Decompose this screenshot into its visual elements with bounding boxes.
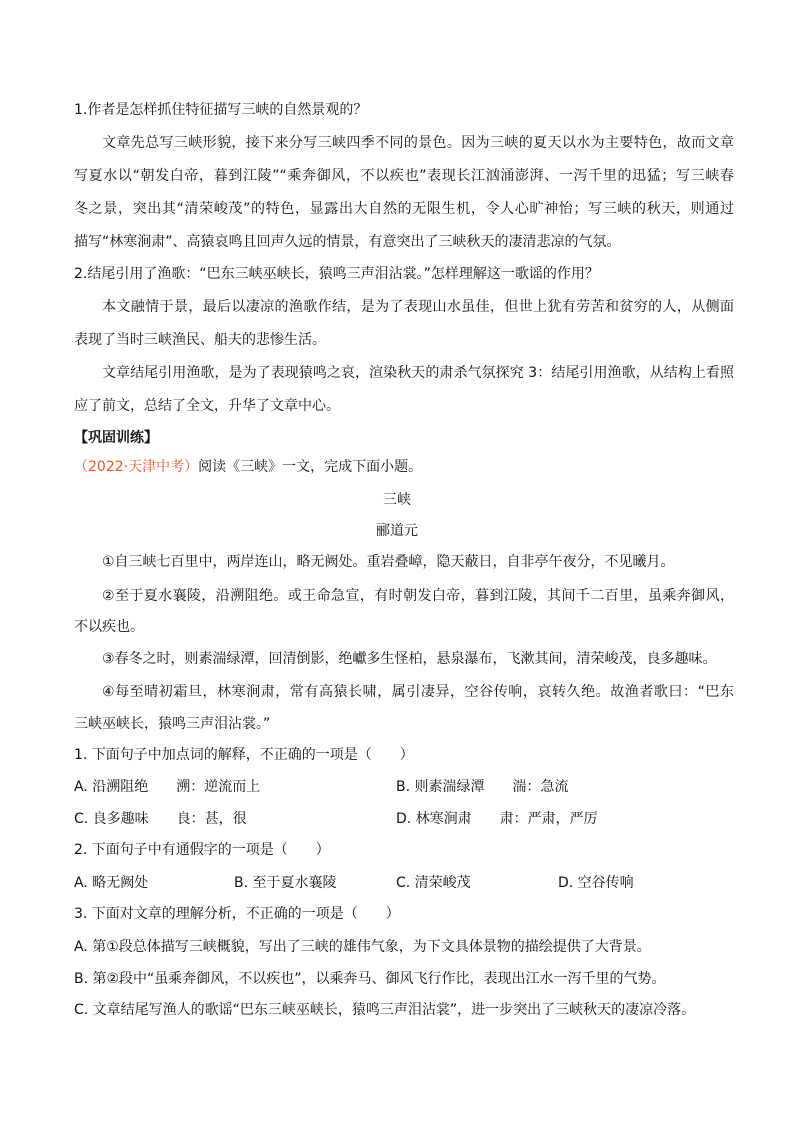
analysis-answer-1-line: 文章先总写三峡形貌，接下来分写三峡四季不同的景色。因为三峡的夏天以水为主要特色，故而文章 xyxy=(102,135,734,151)
analysis-answer-2-line: 本文融情于景，最后以凄凉的渔歌作结，是为了表现山水虽佳，但世上犹有劳苦和贫穷的人，从侧面 xyxy=(102,299,734,315)
analysis-question-2: 2.结尾引用了渔歌：“巴东三峡巫峡长，猿鸣三声泪沾裳。”怎样理解这一歌谣的作用？ xyxy=(74,266,599,282)
quiz-3-option-a: A. 第①段总体描写三峡概貌，写出了三峡的雄伟气象，为下文具体景物的描绘提供了大背景。 xyxy=(74,939,651,955)
quiz-3-option-c: C. 文章结尾写渔人的歌谣“巴东三峡巫峡长，猿鸣三声泪沾裳”，进一步突出了三峡秋天的凄凉冷落。 xyxy=(74,1002,696,1018)
passage-paragraph-3: ③春冬之时，则素湍绿潭，回清倒影，绝巘多生怪柏，悬泉瀑布，飞漱其间，清荣峻茂，良多趣味。 xyxy=(102,651,717,667)
analysis-question-1: 1.作者是怎样抓住特征描写三峡的自然景观的？ xyxy=(74,102,368,118)
exam-source-label: （2022·天津中考） xyxy=(74,459,199,475)
passage-paragraph-2-line: ②至于夏水襄陵，沿溯阻绝。或王命急宣，有时朝发白帝，暮到江陵，其间千二百里，虽乘奔御风， xyxy=(102,588,734,604)
passage-paragraph-1: ①自三峡七百里中，两岸连山，略无阙处。重岩叠嶂，隐天蔽日，自非亭午夜分，不见曦月。 xyxy=(102,554,675,570)
passage-paragraph-4-line: 三峡巫峡长，猿鸣三声泪沾裳。” xyxy=(74,716,271,732)
quiz-2-option-a: A. 略无阙处 xyxy=(74,875,149,891)
analysis-answer-2-line: 文章结尾引用渔歌，是为了表现猿鸣之哀，渲染秋天的肃杀气氛探究 3：结尾引用渔歌，从结构上看照 xyxy=(102,365,734,381)
quiz-1-option-b: B. 则素湍绿潭 湍：急流 xyxy=(396,779,569,795)
quiz-2-option-d: D. 空谷传响 xyxy=(558,875,634,891)
quiz-2-option-c: C. 清荣峻茂 xyxy=(396,875,471,891)
passage-title: 三峡 xyxy=(383,492,411,508)
practice-instruction-row xyxy=(74,457,734,477)
section-heading: 【巩固训练】 xyxy=(74,430,158,446)
analysis-answer-2-line: 应了前文，总结了全文，升华了文章中心。 xyxy=(74,398,340,414)
analysis-answer-1-line: 描写“林寒涧肃”、高猿哀鸣且回声久远的情景，有意突出了三峡秋天的凄清悲凉的气氛。 xyxy=(74,234,621,250)
quiz-1-option-a: A. 沿溯阻绝 溯：逆流而上 xyxy=(74,779,261,795)
quiz-3-option-b: B. 第②段中“虽乘奔御风，不以疾也”，以乘奔马、御风飞行作比，表现出江水一泻千里的气势。 xyxy=(74,971,666,987)
analysis-answer-2-line: 表现了当时三峡渔民、船夫的悲惨生活。 xyxy=(74,332,326,348)
passage-paragraph-4-line: ④每至晴初霜旦，林寒涧肃，常有高猿长啸，属引凄异，空谷传响，哀转久绝。故渔者歌曰：“巴东 xyxy=(102,684,734,700)
quiz-question-1: 1. 下面句子中加点词的解释，不正确的一项是（ ） xyxy=(74,747,414,763)
practice-instruction: 阅读《三峡》一文，完成下面小题。 xyxy=(198,459,423,475)
quiz-1-option-c: C. 良多趣味 良：甚，很 xyxy=(74,811,247,827)
quiz-2-option-b: B. 至于夏水襄陵 xyxy=(234,875,337,891)
analysis-answer-1-line: 冬之景，突出其“清荣峻茂”的特色，显露出大自然的无限生机，令人心旷神怡；写三峡的秋天，则通过 xyxy=(74,201,734,217)
quiz-question-3: 3. 下面对文章的理解分析，不正确的一项是（ ） xyxy=(74,906,400,922)
quiz-1-option-d: D. 林寒涧肃 肃：严肃，严厉 xyxy=(396,811,598,827)
quiz-question-2: 2. 下面句子中有通假字的一项是（ ） xyxy=(74,842,330,858)
passage-paragraph-2-line: 不以疾也。 xyxy=(74,619,144,635)
analysis-answer-1-line: 写夏水以“朝发白帝，暮到江陵”“乘奔御风，不以疾也”表现长江汹涌澎湃、一泻千里的迅猛；写三峡春 xyxy=(74,168,734,184)
passage-author: 郦道元 xyxy=(376,523,418,539)
